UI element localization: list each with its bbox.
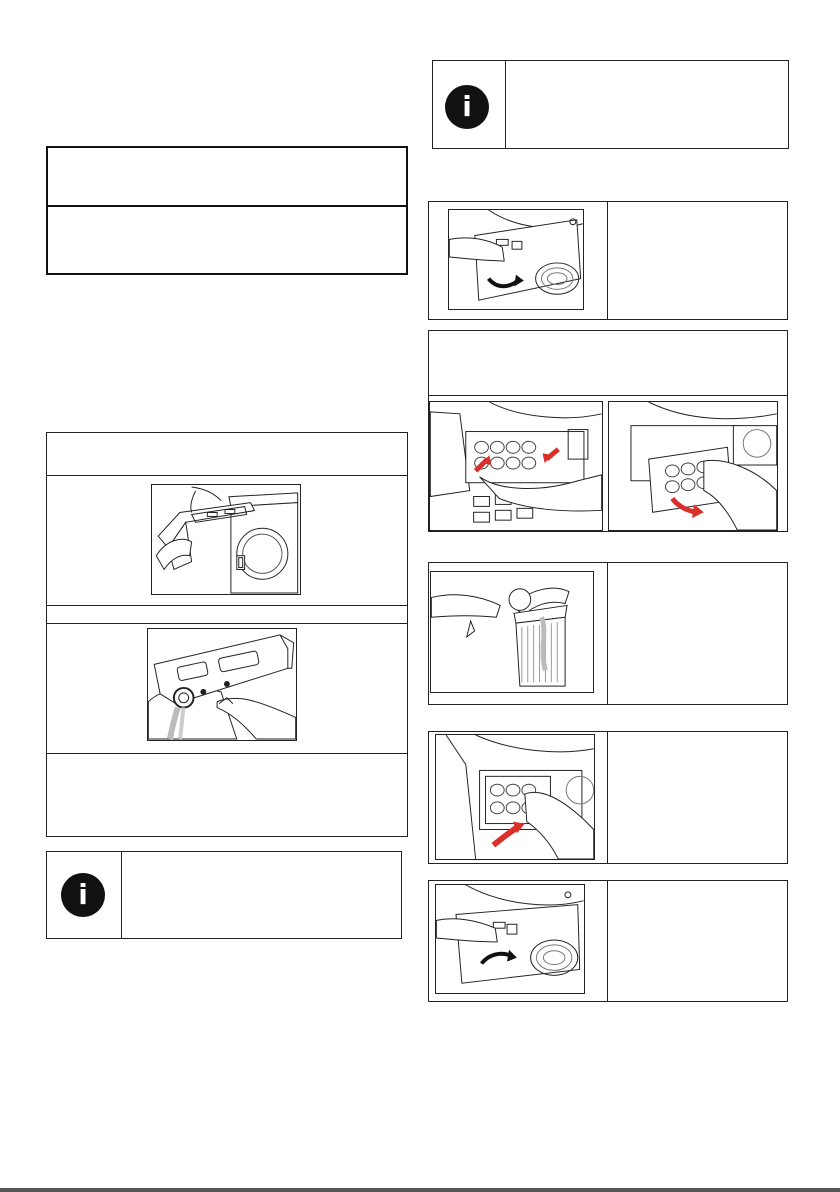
filter-cleaning-illustration — [430, 571, 594, 693]
drawer-removal-drawing — [152, 485, 300, 594]
step-divider — [607, 732, 608, 863]
drawer-emptying-illustration — [147, 628, 297, 741]
drawer-removal-illustration — [151, 484, 301, 595]
flap-opening-drawing — [449, 210, 583, 309]
flap-opening-illustration — [448, 209, 584, 310]
info-note-left — [46, 851, 402, 939]
filter-clips-illustration — [429, 401, 603, 531]
filter-pullout-drawing — [609, 402, 777, 530]
info-note-right — [432, 60, 789, 149]
warning-box-divider — [48, 205, 406, 207]
table-rule — [47, 753, 407, 754]
flap-closing-drawing — [436, 885, 584, 993]
info-glyph: i — [462, 90, 472, 123]
step-divider — [607, 202, 608, 319]
step-rule — [429, 395, 787, 396]
page-bottom-rule — [0, 1188, 840, 1192]
table-rule — [47, 475, 407, 476]
filter-reinsert-illustration — [435, 734, 595, 860]
filter-pullout-illustration — [608, 401, 778, 531]
warning-box — [46, 146, 408, 275]
info-icon — [445, 85, 489, 129]
table-rule — [47, 605, 407, 606]
filter-cleaning-drawing — [431, 572, 593, 692]
step-divider — [607, 563, 608, 704]
note-divider — [121, 852, 122, 938]
info-icon — [61, 873, 105, 917]
flap-closing-illustration — [435, 884, 585, 994]
step-divider — [607, 881, 608, 1001]
table-rule — [47, 623, 407, 624]
info-glyph: i — [78, 878, 88, 911]
filter-reinsert-drawing — [436, 735, 594, 859]
filter-clips-drawing — [430, 402, 602, 530]
drawer-emptying-drawing — [148, 629, 296, 740]
note-divider — [505, 61, 506, 148]
